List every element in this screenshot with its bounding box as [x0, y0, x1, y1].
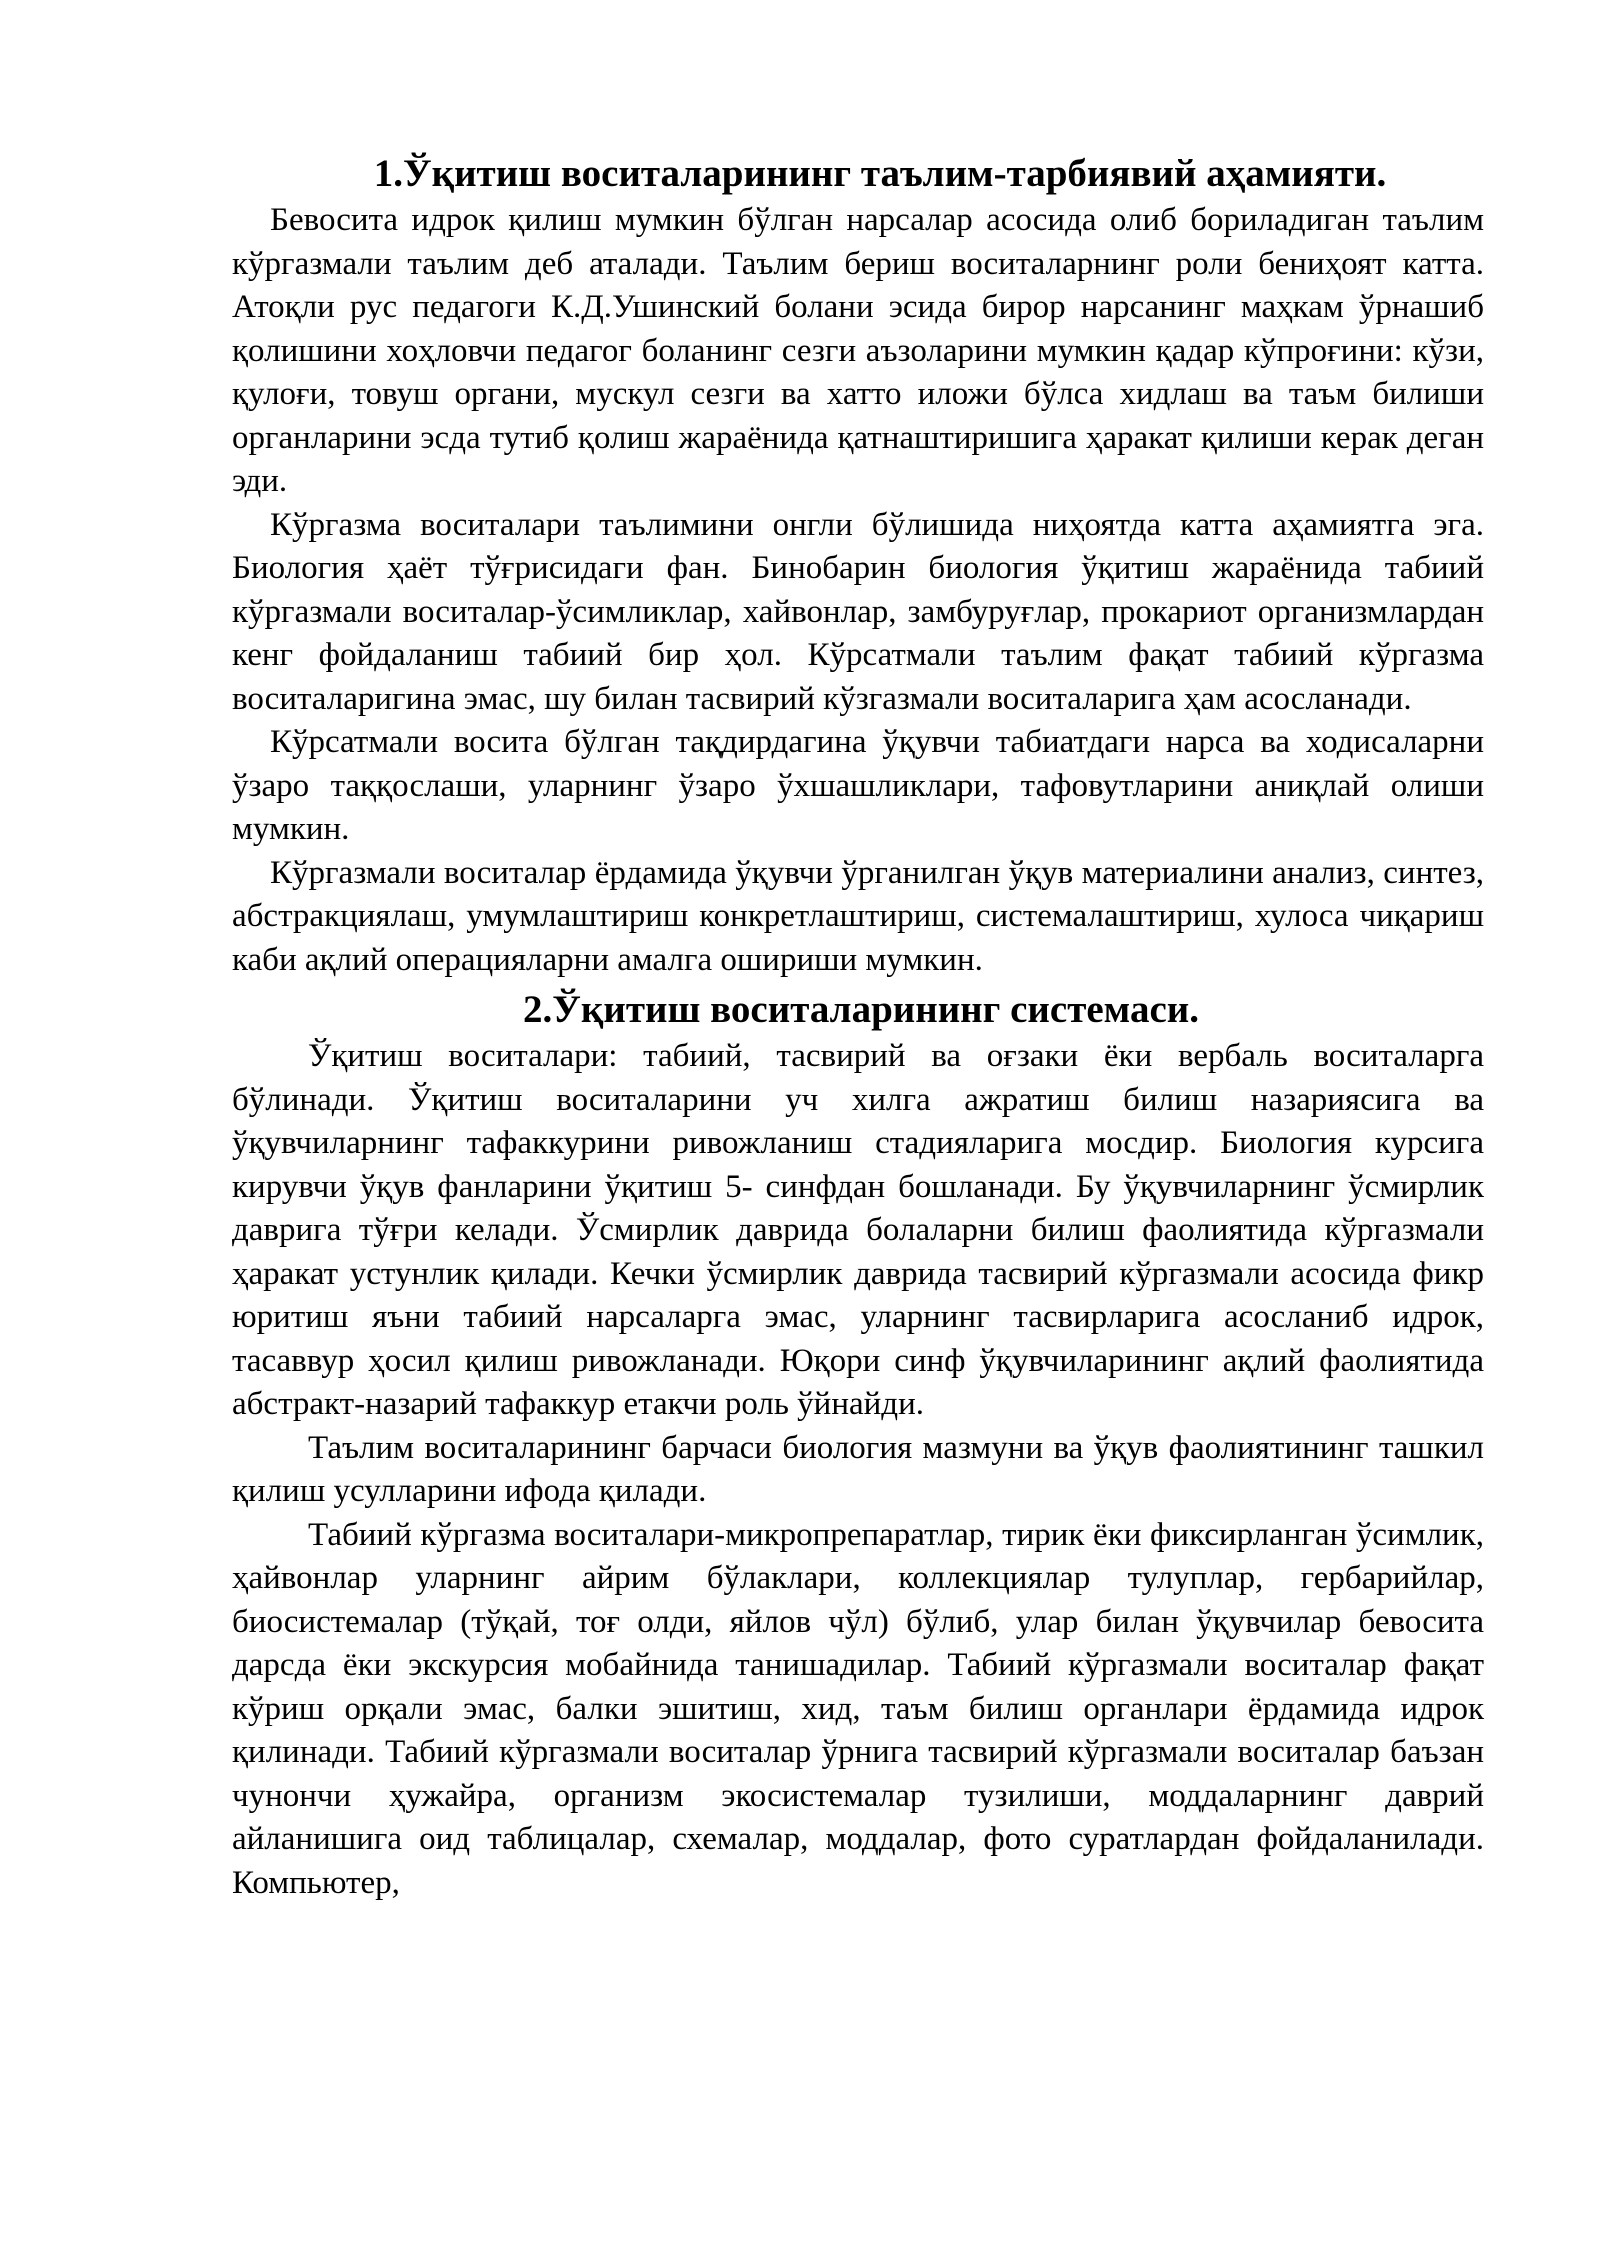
section-1-paragraph-3: Кўрсатмали восита бўлган тақдирдагина ўқувчи табиатдаги нарса ва ходисаларни ўзаро таққослаши, уларнинг ўзаро ўхшашликлари, тафовутларини аниқлай олиши мумкин. — [232, 724, 1484, 847]
section-1-paragraph-1: Бевосита идрок қилиш мумкин бўлган нарсалар асосида олиб бориладиган таълим кўргазмали таълим деб аталади. Таълим бериш воситаларнинг роли бениҳоят катта. Атоқли рус педагоги К.Д.Ушинский болани эсида бирор нарсанинг маҳкам ўрнашиб қолишини хоҳловчи педагог боланинг сезги аъзоларини мумкин қадар кўпроғини: кўзи, қулоғи, товуш органи, мускул сезги ва хатто иложи бўлса хидлаш ва таъм билиши органларини эсда тутиб қолиш жараёнида қатнаштиришига ҳаракат қилиши керак деган эди. — [232, 202, 1484, 499]
section-1-paragraph-4: Кўргазмали воситалар ёрдамида ўқувчи ўрганилган ўқув материалини анализ, синтез, абстракциялаш, умумлаштириш конкретлаштириш, системалаштириш, хулоса чиқариш каби ақлий операцияларни амалга ошириши мумкин. — [232, 854, 1484, 978]
section-1-heading: 1.Ўқитиш воситаларининг таълим-тарбиявий аҳамияти. — [373, 152, 1387, 195]
section-2-paragraph-1: Ўқитиш воситалари: табиий, тасвирий ва оғзаки ёки вербаль воситаларга бўлинади. Ўқитиш воситаларини уч хилга ажратиш билиш назариясига ва ўқувчиларнинг тафаккурини ривожланиш стадияларига мосдир. Биология курсига кирувчи ўқув фанларини ўқитиш 5- синфдан бошланади. Бу ўқувчиларнинг ўсмирлик даврига тўғри келади. Ўсмирлик даврида болаларни билиш фаолиятида кўргазмали ҳаракат устунлик қилади. Кечки ўсмирлик даврида тасвирий кўргазмали асосида фикр юритиш яъни табиий нарсаларга эмас, уларнинг тасвирларига асосланиб идрок, тасаввур ҳосил қилиш ривожланади. Юқори синф ўқувчиларининг ақлий фаолиятида абстракт-назарий тафаккур етакчи роль ўйнайди. — [232, 1038, 1484, 1422]
section-2-heading: 2.Ўқитиш воситаларининг системаси. — [523, 988, 1199, 1031]
section-1-paragraph-2: Кўргазма воситалари таълимини онгли бўлишида ниҳоятда катта аҳамиятга эга. Биология ҳаёт тўғрисидаги фан. Бинобарин биология ўқитиш жараёнида табиий кўргазмали воситалар-ўсимликлар, хайвонлар, замбуруғлар, прокариот организмлардан кенг фойдаланиш табиий бир ҳол. Кўрсатмали таълим фақат табиий кўргазма воситаларигина эмас, шу билан тасвирий кўзгазмали воситаларига ҳам асосланади. — [232, 506, 1484, 717]
section-2-paragraph-2: Таълим воситаларининг барчаси биология мазмуни ва ўқув фаолиятининг ташкил қилиш усулларини ифода қилади. — [232, 1429, 1484, 1509]
section-2-paragraph-3: Табиий кўргазма воситалари-микропрепаратлар, тирик ёки фиксирланган ўсимлик, ҳайвонлар уларнинг айрим бўлаклари, коллекциялар тулуплар, гербарийлар, биосистемалар (тўқай, тоғ олди, яйлов чўл) бўлиб, улар билан ўқувчилар бевосита дарсда ёки экскурсия мобайнида танишадилар. Табиий кўргазмали воситалар фақат кўриш орқали эмас, балки эшитиш, хид, таъм билиш органлари ёрдамида идрок қилинади. Табиий кўргазмали воситалар ўрнига тасвирий кўргазмали воситалар баъзан чунончи ҳужайра, организм экосистемалар тузилиши, моддаларнинг даврий айланишига оид таблицалар, схемалар, моддалар, фото суратлардан фойдаланилади. Компьютер, — [232, 1516, 1484, 1901]
document-page — [232, 150, 1484, 1905]
